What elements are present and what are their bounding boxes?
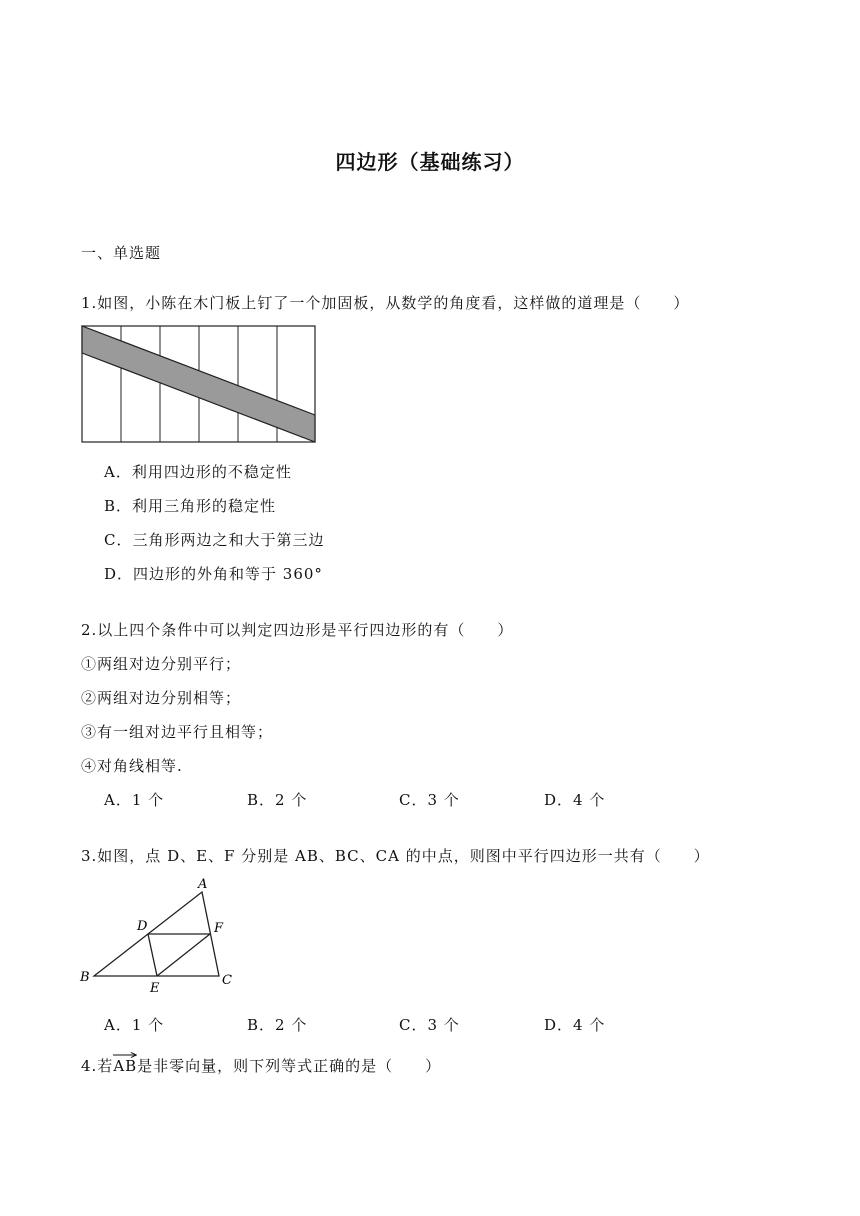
q2-condition-3: ③有一组对边平行且相等； [81,723,274,741]
section-heading: 一、单选题 [81,244,162,262]
segment-ef [157,934,210,976]
q4-prefix: 4.若 [81,1057,114,1075]
q1-option-a[interactable]: A．利用四边形的不稳定性 [104,463,292,481]
q1-option-b[interactable]: B．利用三角形的稳定性 [104,497,277,515]
question-4-stem [81,1055,441,1076]
door-board-figure [81,325,317,444]
segment-de [148,934,157,976]
q2-option-c[interactable]: C．3 个 [399,791,460,809]
q2-option-b[interactable]: B．2 个 [247,791,308,809]
vector-arrow-icon [113,1052,137,1058]
question-3-stem: 3.如图，点 D、E、F 分别是 AB、BC、CA 的中点，则图中平行四边形一共有（ ） [81,847,710,865]
question-2-stem: 2.以上四个条件中可以判定四边形是平行四边形的有（ ） [81,621,514,639]
q3-option-d[interactable]: D．4 个 [544,1016,606,1034]
label-d: D [137,919,148,934]
q2-option-a[interactable]: A．1 个 [104,791,165,809]
q3-option-c[interactable]: C．3 个 [399,1016,460,1034]
vector-label: AB [113,1057,138,1075]
page-title: 四边形（基础练习） [335,150,525,174]
label-e: E [150,981,160,996]
label-c: C [222,973,232,988]
q2-option-d[interactable]: D．4 个 [544,791,606,809]
label-f: F [214,921,224,936]
q4-suffix: 是非零向量，则下列等式正确的是（ ） [137,1057,442,1075]
question-1-stem: 1.如图，小陈在木门板上钉了一个加固板，从数学的角度看，这样做的道理是（ ） [81,294,690,312]
label-a: A [198,877,208,892]
q2-condition-2: ②两组对边分别相等； [81,689,242,707]
q2-condition-4: ④对角线相等. [81,757,183,775]
q3-option-a[interactable]: A．1 个 [104,1016,165,1034]
q2-condition-1: ①两组对边分别平行； [81,655,242,673]
vector-ab [113,1057,137,1075]
q3-option-b[interactable]: B．2 个 [247,1016,308,1034]
label-b: B [80,970,90,985]
triangle-midpoint-figure [78,874,238,996]
q1-option-d[interactable]: D．四边形的外角和等于 360° [104,565,323,583]
q1-option-c[interactable]: C．三角形两边之和大于第三边 [104,531,325,549]
